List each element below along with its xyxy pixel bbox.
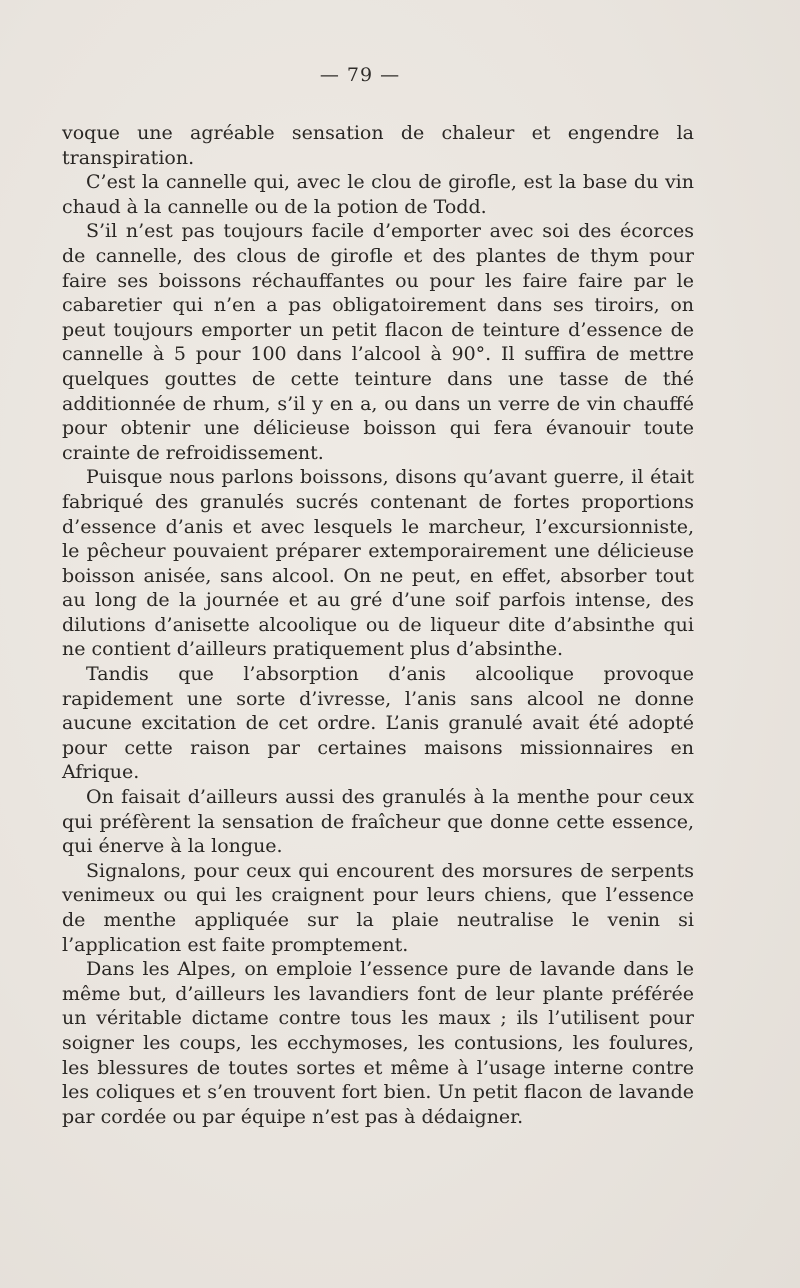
paragraph: C’est la cannelle qui, avec le clou de girofle, est la base du vin chaud à la cannelle ou de la potion de Todd. (62, 171, 694, 218)
page-number: — 79 — (319, 64, 401, 86)
paragraph: Puisque nous parlons boissons, disons qu’avant guerre, il était fabriqué des granulés sucrés contenant de fortes proportions d’essence d’anis et avec lesquels le marcheur, l’excursionniste, le pêcheur pouvaient préparer extemporairement une délicieuse boisson anisée, sans alcool. On ne peut, en effet, absorber tout au long de la journée et au gré d’une soif parfois intense, des dilutions d’anisette alcoolique ou de liqueur dite d’absinthe qui ne contient d’ailleurs pratiquement plus d’absinthe. (62, 466, 694, 661)
paragraph: Signalons, pour ceux qui encourent des morsures de serpents venimeux ou qui les craignent pour leurs chiens, que l’essence de menthe appliquée sur la plaie neutralise le venin si l’application est faite promptement. (62, 859, 694, 956)
body-text (62, 121, 694, 1129)
paragraph: Dans les Alpes, on emploie l’essence pure de lavande dans le même but, d’ailleurs les lavandiers font de leur plante préférée un véritable dictame contre tous les maux ; ils l’utilisent pour soigner les coups, les ecchymoses, les contusions, les foulures, les blessures de toutes sortes et même à l’usage interne contre les coliques et s’en trouvent fort bien. Un petit flacon de lavande par cordée ou par équipe n’est pas à dédaigner. (62, 958, 694, 1128)
paragraph: Tandis que l’absorption d’anis alcoolique provoque rapidement une sorte d’ivresse, l’anis sans alcool ne donne aucune excitation de cet ordre. L’anis granulé avait été adopté pour cette raison par certaines maisons missionnaires en Afrique. (62, 663, 694, 784)
paragraph: S’il n’est pas toujours facile d’emporter avec soi des écorces de cannelle, des clous de girofle et des plantes de thym pour faire ses boissons réchauffantes ou pour les faire faire par le cabaretier qui n’en a pas obligatoirement dans ses tiroirs, on peut toujours emporter un petit flacon de teinture d’essence de cannelle à 5 pour 100 dans l’alcool à 90°. Il suffira de mettre quelques gouttes de cette teinture dans une tasse de thé additionnée de rhum, s’il y en a, ou dans un verre de vin chauffé pour obtenir une délicieuse boisson qui fera évanouir toute crainte de refroidissement. (62, 220, 694, 464)
paragraph: On faisait d’ailleurs aussi des granulés à la menthe pour ceux qui préfèrent la sensation de fraîcheur que donne cette essence, qui énerve à la longue. (62, 786, 694, 858)
paragraph: voque une agréable sensation de chaleur et engendre la transpiration. (62, 122, 694, 169)
